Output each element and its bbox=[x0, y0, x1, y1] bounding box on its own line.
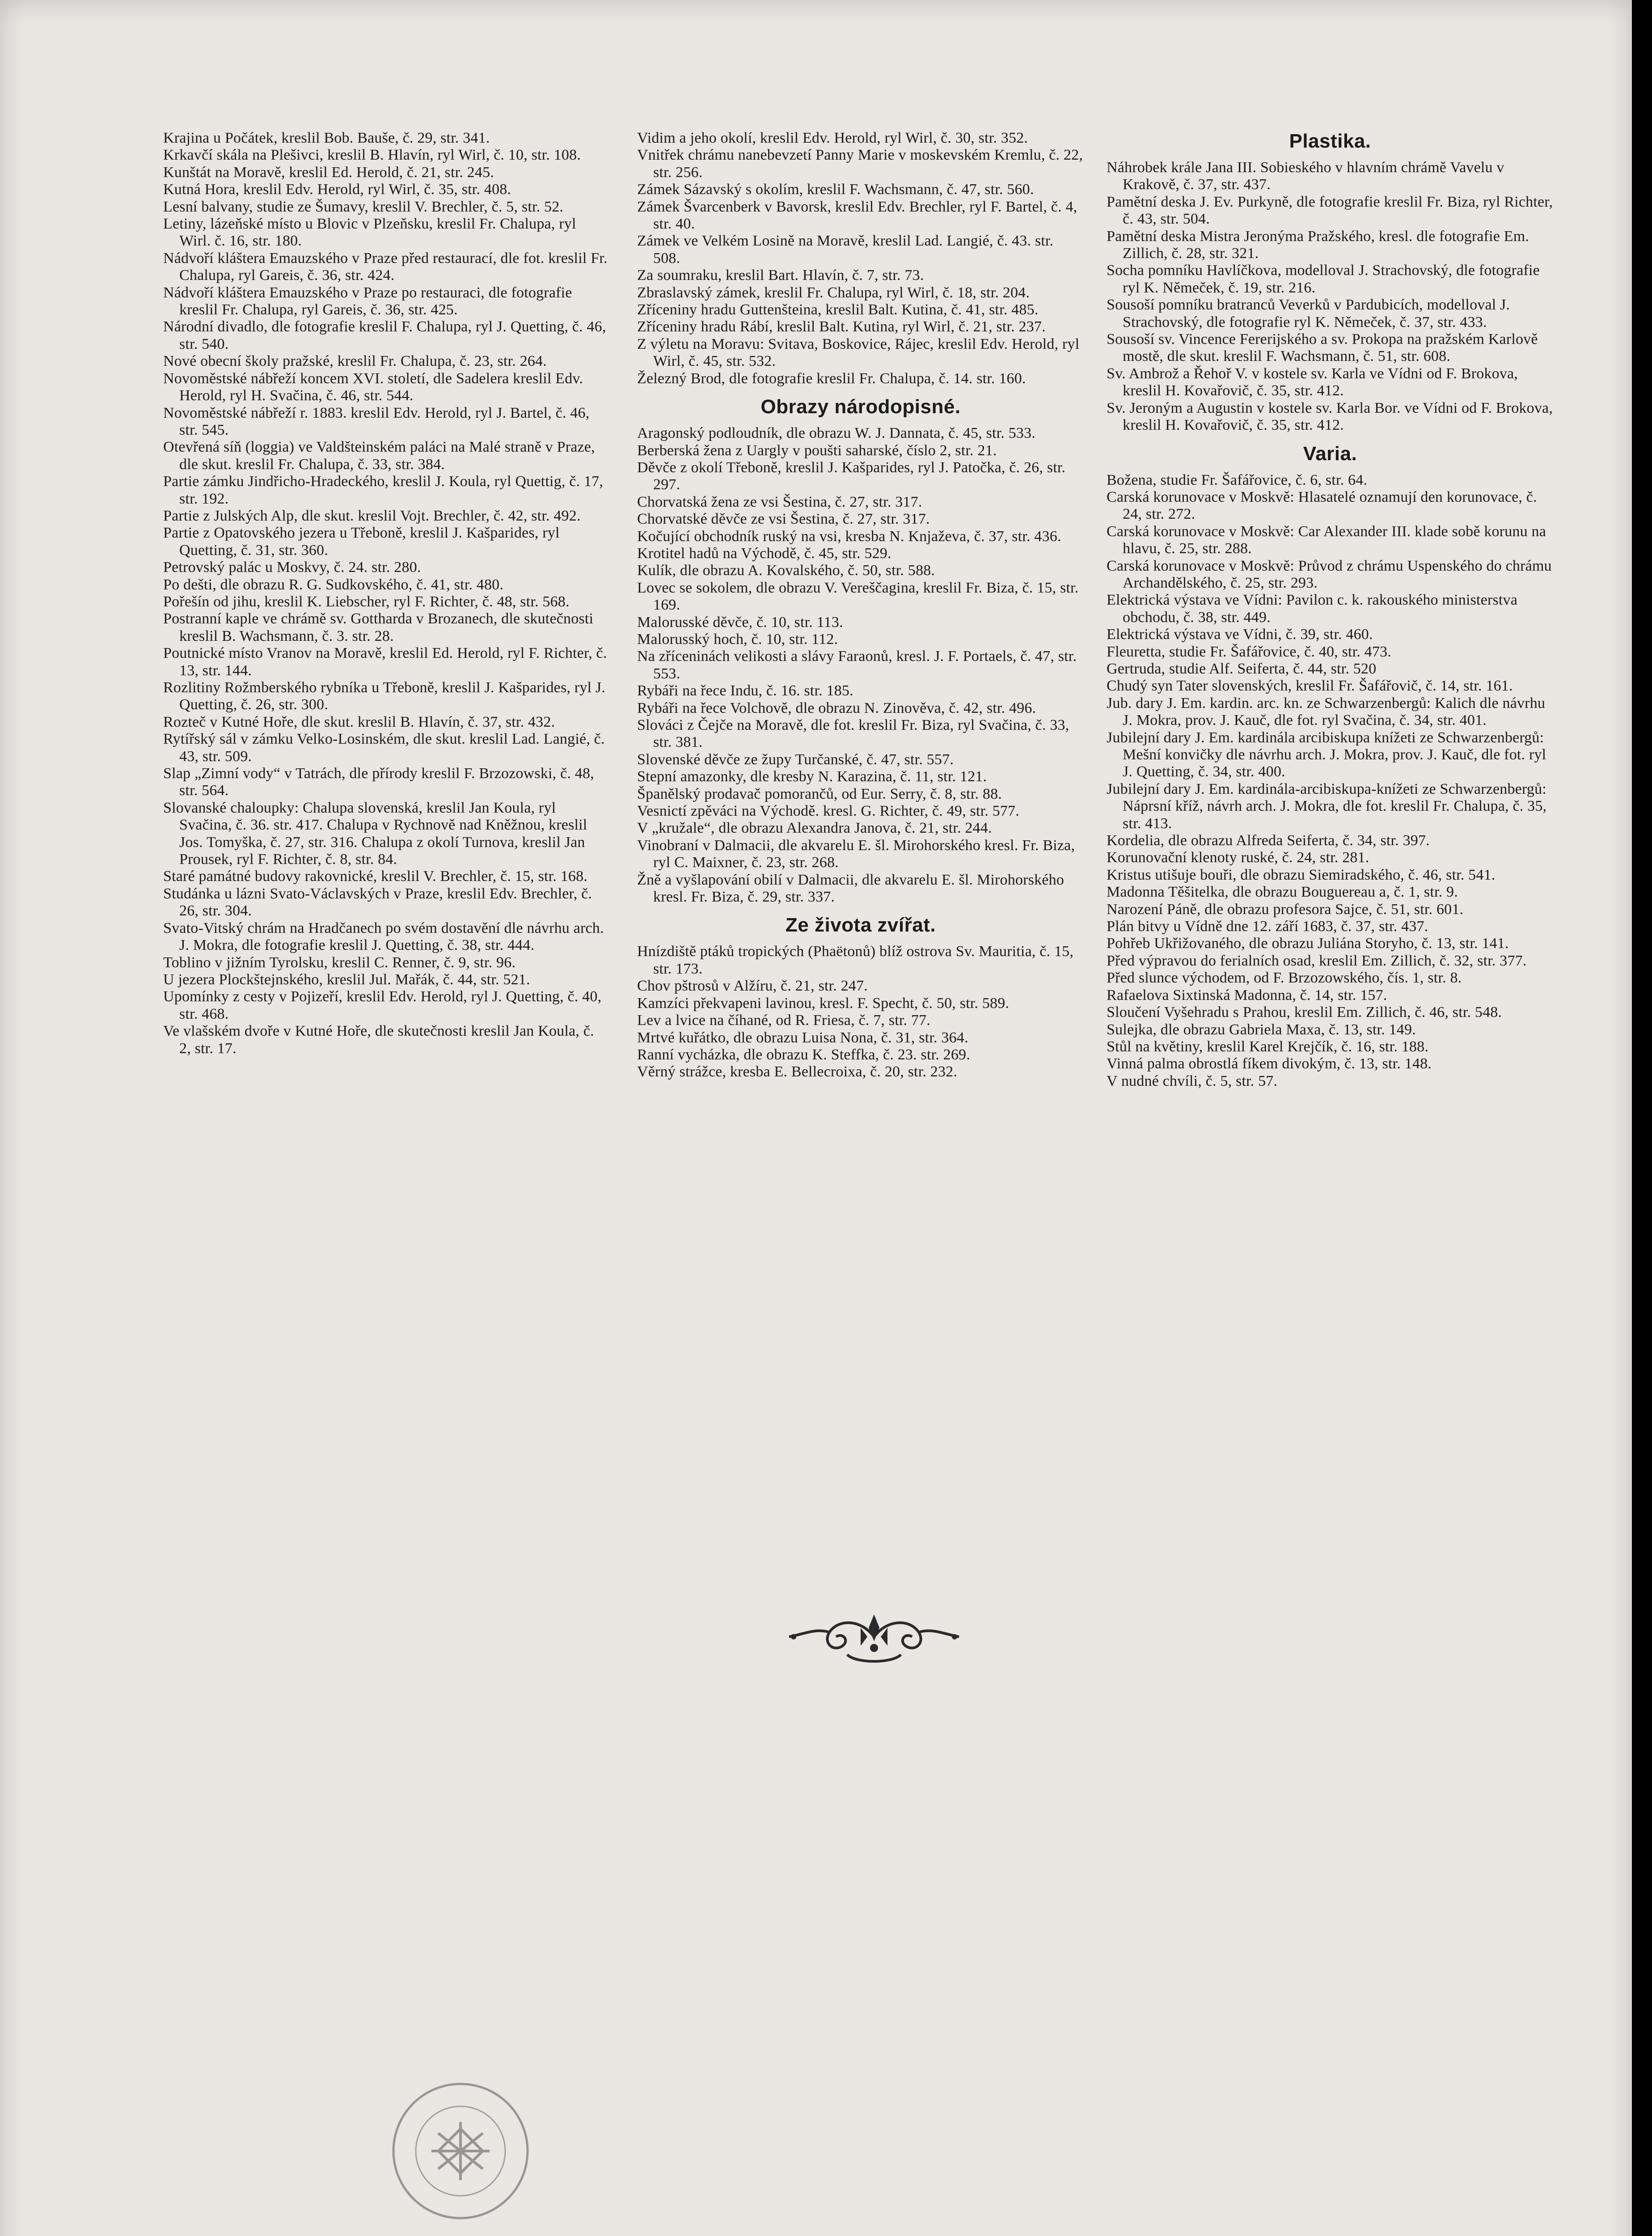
index-entry: Z výletu na Moravu: Svitava, Boskovice, Rájec, kreslil Edv. Herold, ryl Wirl, č. 45, str. 532. bbox=[637, 335, 1080, 370]
index-entry: Věrný strážce, kresba E. Bellecroixa, č. 20, str. 232. bbox=[637, 1063, 958, 1080]
index-entry: Rozteč v Kutné Hoře, dle skut. kreslil B. Hlavín, č. 37, str. 432. bbox=[163, 713, 555, 730]
index-entry: U jezera Plockštejnského, kreslil Jul. Mařák, č. 44, str. 521. bbox=[163, 971, 530, 988]
index-entry: Jub. dary J. Em. kardin. arc. kn. ze Schwarzenbergů: Kalich dle návrhu J. Mokra, prov. J. Kauč, dle fot. ryl Svačina, č. 34, str. 401. bbox=[1107, 695, 1546, 729]
index-entry: Krotitel hadů na Východě, č. 45, str. 529. bbox=[637, 545, 891, 562]
index-entry: Božena, studie Fr. Šafářovice, č. 6, str. 64. bbox=[1107, 471, 1368, 488]
index-entry: Berberská žena z Uargly v poušti saharské, číslo 2, str. 21. bbox=[637, 442, 997, 459]
index-entry: Kutná Hora, kreslil Edv. Herold, ryl Wirl, č. 35, str. 408. bbox=[163, 181, 511, 198]
index-entry: Kunštát na Moravě, kreslil Ed. Herold, č. 21, str. 245. bbox=[163, 164, 494, 181]
index-entry: Nové obecní školy pražské, kreslil Fr. Chalupa, č. 23, str. 264. bbox=[163, 353, 547, 370]
index-entry: Novoměstské nábřeží r. 1883. kreslil Edv. Herold, ryl J. Bartel, č. 46, str. 545. bbox=[163, 404, 590, 438]
entry-list bbox=[637, 425, 1084, 906]
index-entry: Vesnictí zpěváci na Východě. kresl. G. Richter, č. 49, str. 577. bbox=[637, 803, 1019, 820]
index-entry: Kamzíci překvapeni lavinou, kresl. F. Specht, č. 50, str. 589. bbox=[637, 995, 1010, 1012]
index-entry: Rybáři na řece Volchově, dle obrazu N. Zinověva, č. 42, str. 496. bbox=[637, 699, 1036, 716]
index-entry: Rytířský sál v zámku Velko-Losinském, dle skut. kreslil Lad. Langié, č. 43, str. 509. bbox=[163, 731, 605, 765]
index-entry: Sulejka, dle obrazu Gabriela Maxa, č. 13, str. 149. bbox=[1107, 1021, 1416, 1038]
index-entry: Pořešín od jihu, kreslil K. Liebscher, ryl F. Richter, č. 48, str. 568. bbox=[163, 593, 570, 610]
index-entry: Pamětní deska J. Ev. Purkyně, dle fotografie kreslil Fr. Biza, ryl Richter, č. 43, str. 504. bbox=[1107, 193, 1553, 228]
section-heading-ze-zivota-zvirat: Ze života zvířat. bbox=[785, 914, 936, 936]
entry-list bbox=[163, 130, 608, 1057]
index-entry: Sv. Ambrož a Řehoř V. v kostele sv. Karla ve Vídni od F. Brokova, kreslil H. Kovařovič, č. 35, str. 412. bbox=[1107, 365, 1518, 399]
index-entry: Partie zámku Jindřicho-Hradeckého, kreslil J. Koula, ryl Quettig, č. 17, str. 192. bbox=[163, 473, 604, 507]
index-column-3 bbox=[1107, 130, 1554, 1090]
index-entry: Petrovský palác u Moskvy, č. 24. str. 280. bbox=[163, 559, 421, 576]
index-entry: Madonna Těšitelka, dle obrazu Bouguereau a, č. 1, str. 9. bbox=[1107, 884, 1458, 901]
index-entry: Letiny, lázeňské místo u Blovic v Plzeňsku, kreslil Fr. Chalupa, ryl Wirl. č. 16, str. 180. bbox=[163, 216, 576, 250]
index-entry: Nádvoří kláštera Emauzského v Praze před restaurací, dle fot. kreslil Fr. Chalupa, ryl Gareis, č. 36, str. 424. bbox=[163, 250, 608, 284]
index-entry: Zámek Švarcenberk v Bavorsk, kreslil Edv. Brechler, ryl F. Bartel, č. 4, str. 40. bbox=[637, 198, 1077, 233]
index-entry: Zbraslavský zámek, kreslil Fr. Chalupa, ryl Wirl, č. 18, str. 204. bbox=[637, 284, 1030, 301]
index-entry: Na zříceninách velikosti a slávy Faraonů, kresl. J. F. Portaels, č. 47, str. 553. bbox=[637, 648, 1077, 682]
index-entry: Chorvatské děvče ze vsi Šestina, č. 27, str. 317. bbox=[637, 511, 930, 528]
index-entry: Carská korunovace v Moskvě: Hlasatelé oznamují den korunovace, č. 24, str. 272. bbox=[1107, 488, 1537, 523]
index-entry: V „kružale“, dle obrazu Alexandra Janova, č. 21, str. 244. bbox=[637, 820, 992, 837]
index-entry: Gertruda, studie Alf. Seiferta, č. 44, str. 520 bbox=[1107, 660, 1377, 677]
section-heading-varia: Varia. bbox=[1303, 442, 1357, 465]
entry-list bbox=[1107, 472, 1554, 1090]
index-entry: Slap „Zimní vody“ v Tatrách, dle přírody kreslil F. Brzozowski, č. 48, str. 564. bbox=[163, 765, 594, 799]
index-entry: Korunovační klenoty ruské, č. 24, str. 281. bbox=[1107, 849, 1369, 866]
index-entry: Slovenské děvče ze župy Turčanské, č. 47, str. 557. bbox=[637, 751, 954, 768]
index-entry: Sousoší sv. Vincence Fererijského a sv. Prokopa na pražském Karlově mostě, dle skut. kreslil F. Wachsmann, č. 51, str. 608. bbox=[1107, 331, 1538, 365]
index-entry: Rozlitiny Rožmberského rybníka u Třeboně, kreslil J. Kašparides, ryl J. Quetting, č. 26, str. 300. bbox=[163, 679, 605, 713]
index-entry: Železný Brod, dle fotografie kreslil Fr. Chalupa, č. 14. str. 160. bbox=[637, 370, 1026, 387]
index-entry: Zříceniny hradu Guttenšteina, kreslil Balt. Kutina, č. 41, str. 485. bbox=[637, 301, 1039, 318]
index-entry: Kulík, dle obrazu A. Kovalského, č. 50, str. 588. bbox=[637, 562, 935, 579]
index-entry: Před výpravou do ferialních osad, kreslil Em. Zillich, č. 32, str. 377. bbox=[1107, 952, 1527, 969]
index-entry: Mrtvé kuřátko, dle obrazu Luisa Nona, č. 31, str. 364. bbox=[637, 1029, 968, 1046]
index-entry: Pohřeb Ukřižovaného, dle obrazu Juliána Storyho, č. 13, str. 141. bbox=[1107, 935, 1509, 952]
index-entry: Staré památné budovy rakovnické, kreslil V. Brechler, č. 15, str. 168. bbox=[163, 868, 587, 885]
index-entry: Elektrická výstava ve Vídni: Pavilon c. k. rakouského ministerstva obchodu, č. 38, str. 449. bbox=[1107, 592, 1518, 626]
index-entry: Před slunce východem, od F. Brzozowského, čís. 1, str. 8. bbox=[1107, 970, 1462, 987]
index-entry: Krkavčí skála na Plešivci, kreslil B. Hlavín, ryl Wirl, č. 10, str. 108. bbox=[163, 147, 581, 164]
index-entry: Rafaelova Sixtinská Madonna, č. 14, str. 157. bbox=[1107, 987, 1387, 1004]
index-entry: Lesní balvany, studie ze Šumavy, kreslil V. Brechler, č. 5, str. 52. bbox=[163, 198, 564, 215]
index-entry: Chov pštrosů v Alžíru, č. 21, str. 247. bbox=[637, 978, 868, 995]
index-entry: Kordelia, dle obrazu Alfreda Seiferta, č. 34, str. 397. bbox=[1107, 832, 1430, 849]
index-entry: Chorvatská žena ze vsi Šestina, č. 27, str. 317. bbox=[637, 493, 922, 510]
index-entry: Vidim a jeho okolí, kreslil Edv. Herold, ryl Wirl, č. 30, str. 352. bbox=[637, 130, 1028, 146]
index-entry: Socha pomníku Havlíčkova, modelloval J. Strachovský, dle fotografie ryl K. Němeček, č. 19, str. 216. bbox=[1107, 262, 1540, 296]
entry-list bbox=[637, 943, 1084, 1080]
index-entry: Po dešti, dle obrazu R. G. Sudkovského, č. 41, str. 480. bbox=[163, 576, 504, 593]
section-heading-obrazy-narodopisne: Obrazy národopisné. bbox=[761, 396, 961, 418]
index-entry: Aragonský podloudník, dle obrazu W. J. Dannata, č. 45, str. 533. bbox=[637, 425, 1036, 442]
index-entry: Carská korunovace v Moskvě: Průvod z chrámu Uspenského do chrámu Archandělského, č. 25, str. 293. bbox=[1107, 557, 1552, 591]
index-entry: Elektrická výstava ve Vídni, č. 39, str. 460. bbox=[1107, 626, 1373, 643]
index-entry: Malorusské děvče, č. 10, str. 113. bbox=[637, 614, 843, 631]
index-entry: Otevřená síň (loggia) ve Valdšteinském paláci na Malé straně v Praze, dle skut. kreslil Fr. Chalupa, č. 33, str. 384. bbox=[163, 439, 595, 473]
index-entry: Partie z Julských Alp, dle skut. kreslil Vojt. Brechler, č. 42, str. 492. bbox=[163, 507, 581, 524]
entry-list bbox=[1107, 159, 1554, 434]
index-entry: Svato-Vitský chrám na Hradčanech po svém dostavění dle návrhu arch. J. Mokra, dle fotografie kreslil J. Quetting, č. 38, str. 444. bbox=[163, 919, 604, 954]
index-entry: Hnízdiště ptáků tropických (Phaëtonů) blíž ostrova Sv. Mauritia, č. 15, str. 173. bbox=[637, 943, 1074, 977]
index-entry: Ve vlašském dvoře v Kutné Hoře, dle skutečnosti kreslil Jan Koula, č. 2, str. 17. bbox=[163, 1023, 594, 1057]
library-stamp bbox=[389, 2079, 532, 2223]
index-entry: Poutnické místo Vranov na Moravě, kreslil Ed. Herold, ryl F. Richter, č. 13, str. 144. bbox=[163, 645, 607, 679]
index-entry: Ranní vycházka, dle obrazu K. Steffka, č. 23. str. 269. bbox=[637, 1046, 970, 1063]
index-entry: Fleuretta, studie Fr. Šafářovice, č. 40, str. 473. bbox=[1107, 643, 1391, 660]
index-entry: Slovanské chaloupky: Chalupa slovenská, kreslil Jan Koula, ryl Svačina, č. 36. str. 417. Chalupa v Rychnově nad Kněžnou, kreslil Jos. Tomyška, č. 27, str. 316. Chalupa z okolí Turnova, kreslil Jan Prousek, ryl F. Richter, č. 8, str. 84. bbox=[163, 799, 587, 868]
entry-list bbox=[637, 130, 1084, 387]
section-heading-plastika: Plastika. bbox=[1289, 130, 1371, 152]
index-entry: Náhrobek krále Jana III. Sobieského v hlavním chrámě Vavelu v Krakově, č. 37, str. 437. bbox=[1107, 159, 1504, 193]
index-entry: Vnitřek chrámu nanebevzetí Panny Marie v moskevském Kremlu, č. 22, str. 256. bbox=[637, 147, 1083, 181]
index-entry: Španělský prodavač pomorančů, od Eur. Serry, č. 8, str. 88. bbox=[637, 785, 1002, 802]
index-entry: Za soumraku, kreslil Bart. Hlavín, č. 7, str. 73. bbox=[637, 267, 924, 284]
index-entry: Jubilejní dary J. Em. kardinála-arcibiskupa-knížeti ze Schwarzenbergů: Náprsní kříž, návrh arch. J. Mokra, dle fot. kreslil Fr. Chalupa, č. 35, str. 413. bbox=[1107, 780, 1547, 832]
index-entry: Vinná palma obrostlá fíkem divokým, č. 13, str. 148. bbox=[1107, 1055, 1432, 1072]
index-entry: Malorusský hoch, č. 10, str. 112. bbox=[637, 631, 838, 648]
index-entry: Pamětní deska Mistra Jeronýma Pražského, kresl. dle fotografie Em. Zillich, č. 28, str. 321. bbox=[1107, 228, 1529, 262]
index-entry: Lovec se sokolem, dle obrazu V. Vereščagina, kreslil Fr. Biza, č. 15, str. 169. bbox=[637, 579, 1079, 614]
index-entry: Lev a lvice na číhané, od R. Friesa, č. 7, str. 77. bbox=[637, 1012, 931, 1029]
index-entry: Studánka u lázni Svato-Václavských v Praze, kreslil Edv. Brechler, č. 26, str. 304. bbox=[163, 885, 592, 919]
index-entry: Sousoší pomníku bratranců Veverků v Pardubicích, modelloval J. Strachovský, dle fotografie ryl K. Němeček, č. 37, str. 433. bbox=[1107, 296, 1510, 330]
index-entry: Upomínky z cesty v Pojizeří, kreslil Edv. Herold, ryl J. Quetting, č. 40, str. 468. bbox=[163, 988, 602, 1022]
index-entry: Stůl na květiny, kreslil Karel Krejčík, č. 16, str. 188. bbox=[1107, 1038, 1429, 1055]
index-entry: Vinobraní v Dalmacii, dle akvarelu E. šl. Mirohorského kresl. Fr. Biza, ryl C. Maixner, č. 23, str. 268. bbox=[637, 837, 1075, 871]
index-entry: Novoměstské nábřeží koncem XVI. století, dle Sadelera kreslil Edv. Herold, ryl H. Svačina, č. 46, str. 544. bbox=[163, 370, 583, 404]
index-entry: Sloučení Vyšehradu s Prahou, kreslil Em. Zillich, č. 46, str. 548. bbox=[1107, 1004, 1502, 1021]
index-entry: Krajina u Počátek, kreslil Bob. Bauše, č. 29, str. 341. bbox=[163, 130, 490, 146]
index-column-1 bbox=[163, 130, 608, 1057]
index-entry: V nudné chvíli, č. 5, str. 57. bbox=[1107, 1072, 1278, 1089]
index-entry: Národní divadlo, dle fotografie kreslil F. Chalupa, ryl J. Quetting, č. 46, str. 540. bbox=[163, 318, 606, 352]
index-entry: Postranní kaple ve chrámě sv. Gottharda v Brozanech, dle skutečnosti kreslil B. Wachsmann, č. 3. str. 28. bbox=[163, 610, 594, 644]
index-entry: Stepní amazonky, dle kresby N. Karazina, č. 11, str. 121. bbox=[637, 768, 987, 785]
index-entry: Zříceniny hradu Rábí, kreslil Balt. Kutina, ryl Wirl, č. 21, str. 237. bbox=[637, 318, 1046, 335]
index-entry: Žně a vyšlapování obilí v Dalmacii, dle akvarelu E. šl. Mirohorského kresl. Fr. Biza, č. 29, str. 337. bbox=[637, 871, 1064, 906]
index-entry: Toblino v jižním Tyrolsku, kreslil C. Renner, č. 9, str. 96. bbox=[163, 954, 516, 971]
index-entry: Chudý syn Tater slovenských, kreslil Fr. Šafářovič, č. 14, str. 161. bbox=[1107, 678, 1513, 695]
index-entry: Partie z Opatovského jezera u Třeboně, kreslil J. Kašparides, ryl Quetting, č. 31, str. 360. bbox=[163, 525, 560, 559]
index-entry: Zámek Sázavský s okolím, kreslil F. Wachsmann, č. 47, str. 560. bbox=[637, 181, 1034, 198]
index-entry: Sv. Jeroným a Augustin v kostele sv. Karla Bor. ve Vídni od F. Brokova, kreslil H. Kovařovič, č. 35, str. 412. bbox=[1107, 399, 1553, 434]
decorative-ornament bbox=[780, 1601, 968, 1673]
index-entry: Rybáři na řece Indu, č. 16. str. 185. bbox=[637, 682, 853, 699]
index-entry: Carská korunovace v Moskvě: Car Alexander III. klade sobě korunu na hlavu, č. 25, str. 288. bbox=[1107, 523, 1546, 557]
index-entry: Narození Páně, dle obrazu profesora Sajce, č. 51, str. 601. bbox=[1107, 901, 1464, 918]
index-entry: Plán bitvy u Vídně dne 12. září 1683, č. 37, str. 437. bbox=[1107, 918, 1428, 935]
index-entry: Slováci z Čejče na Moravě, dle fot. kreslil Fr. Biza, ryl Svačina, č. 33, str. 381. bbox=[637, 717, 1069, 751]
index-entry: Kristus utišuje bouři, dle obrazu Siemiradského, č. 46, str. 541. bbox=[1107, 866, 1496, 883]
index-entry: Jubilejní dary J. Em. kardinála arcibiskupa knížeti ze Schwarzenbergů: Mešní konvičky dle návrhu arch. J. Mokra, prov. J. Kauč, dle fot. ryl J. Quetting, č. 34, str. 400. bbox=[1107, 729, 1546, 780]
index-column-2 bbox=[637, 130, 1084, 1081]
index-entry: Děvče z okolí Třeboně, kreslil J. Kašparides, ryl J. Patočka, č. 26, str. 297. bbox=[637, 459, 1066, 493]
index-entry: Zámek ve Velkém Losině na Moravě, kreslil Lad. Langié, č. 43. str. 508. bbox=[637, 233, 1054, 267]
index-entry: Nádvoří kláštera Emauzského v Praze po restauraci, dle fotografie kreslil Fr. Chalupa, ryl Gareis, č. 36, str. 425. bbox=[163, 284, 572, 318]
index-entry: Kočující obchodník ruský na vsi, kresba N. Knjaževa, č. 37, str. 436. bbox=[637, 528, 1061, 545]
